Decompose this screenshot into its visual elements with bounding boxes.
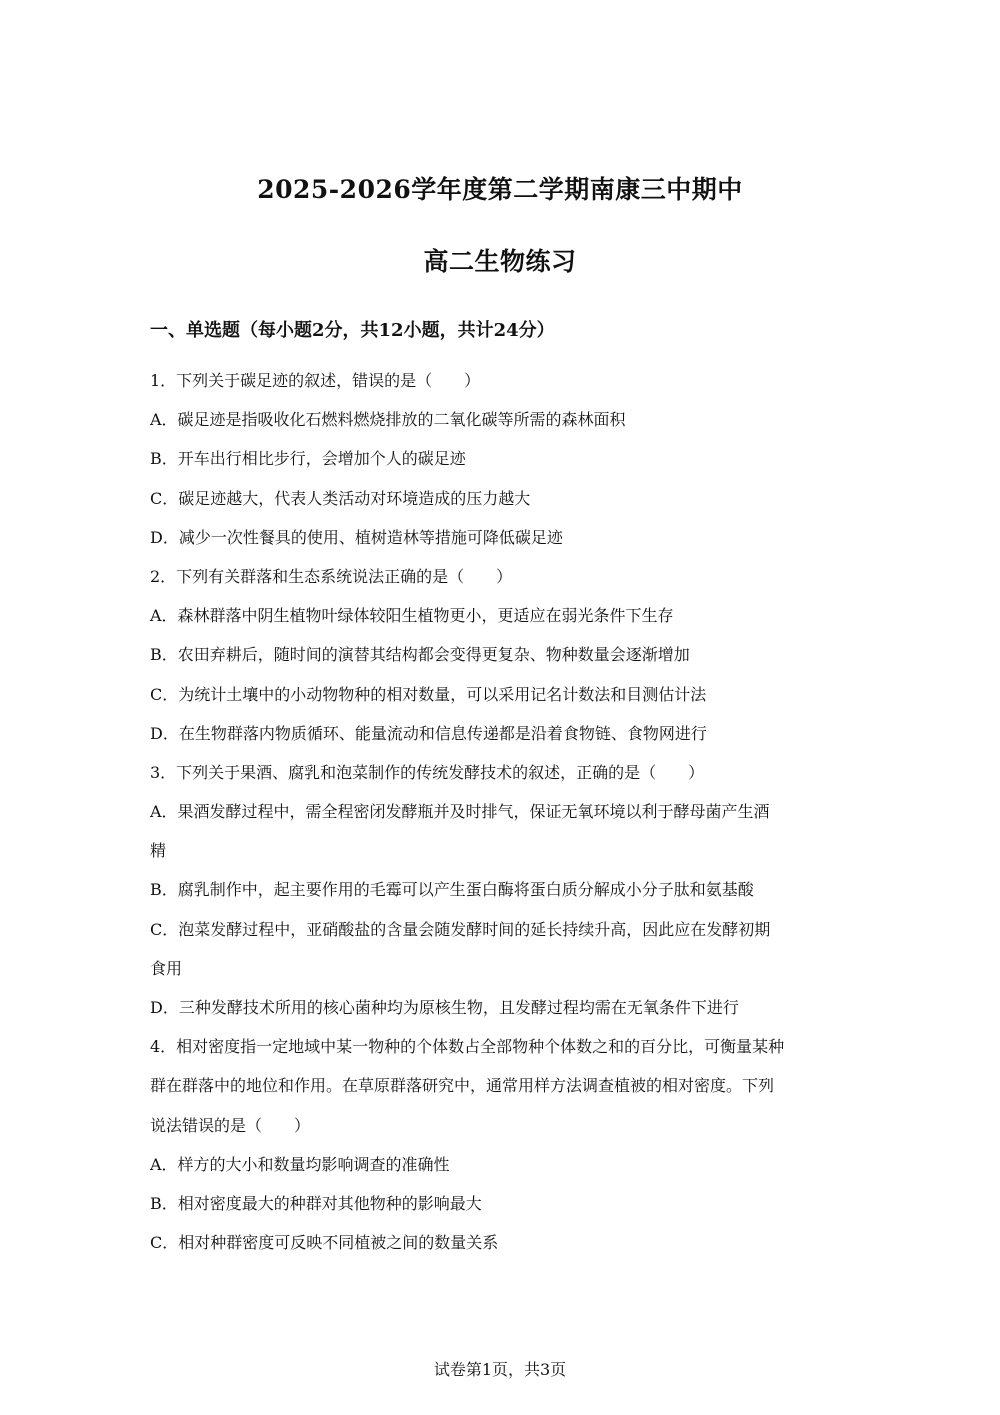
- question-3-option-b: B．腐乳制作中，起主要作用的毛霉可以产生蛋白酶将蛋白质分解成小分子肽和氨基酸: [150, 880, 754, 900]
- question-2-option-d: D．在生物群落内物质循环、能量流动和信息传递都是沿着食物链、食物网进行: [150, 723, 707, 743]
- question-4-stem-cont-1: 群在群落中的地位和作用。在草原群落研究中，通常用样方法调查植被的相对密度。下列: [150, 1076, 775, 1096]
- exam-subtitle: 高二生物练习: [423, 247, 577, 276]
- question-3-option-a-cont: 精: [150, 841, 167, 861]
- question-3-stem: 3．下列关于果酒、腐乳和泡菜制作的传统发酵技术的叙述，正确的是（ ）: [150, 762, 705, 782]
- question-1-option-d: D．减少一次性餐具的使用、植树造林等措施可降低碳足迹: [150, 527, 563, 547]
- question-4-option-a: A．样方的大小和数量均影响调查的准确性: [150, 1154, 450, 1174]
- question-2-stem: 2．下列有关群落和生态系统说法正确的是（ ）: [150, 566, 513, 586]
- question-2-option-c: C．为统计土壤中的小动物物种的相对数量，可以采用记名计数法和目测估计法: [150, 684, 707, 704]
- question-3-option-d: D．三种发酵技术所用的核心菌种均为原核生物，且发酵过程均需在无氧条件下进行: [150, 998, 739, 1017]
- question-1-option-a: A．碳足迹是指吸收化石燃料燃烧排放的二氧化碳等所需的森林面积: [150, 410, 626, 430]
- question-3-option-c-cont: 食用: [150, 958, 183, 978]
- question-1-stem: 1．下列关于碳足迹的叙述，错误的是（ ）: [150, 371, 481, 390]
- question-1-option-b: B．开车出行相比步行，会增加个人的碳足迹: [150, 449, 466, 469]
- question-4-option-b: B．相对密度最大的种群对其他物种的影响最大: [150, 1193, 482, 1213]
- question-4-option-c: C．相对种群密度可反映不同植被之间的数量关系: [150, 1233, 499, 1253]
- question-list: [150, 368, 855, 1269]
- page-footer: 试卷第1页，共3页: [433, 1360, 567, 1379]
- question-4-stem-cont-2: 说法错误的是（ ）: [150, 1115, 311, 1135]
- section-heading: 一、单选题（每小题2分，共12小题，共计24分）: [150, 320, 555, 341]
- question-2-option-a: A．森林群落中阴生植物叶绿体较阳生植物更小，更适应在弱光条件下生存: [150, 606, 674, 626]
- question-4-stem: 4．相对密度指一定地域中某一物种的个体数占全部物种个体数之和的百分比，可衡量某种: [150, 1037, 785, 1057]
- question-2-option-b: B．农田弃耕后，随时间的演替其结构都会变得更复杂、物种数量会逐渐增加: [150, 645, 690, 665]
- exam-title: 2025-2026学年度第二学期南康三中期中: [257, 175, 743, 204]
- question-3-option-c: C．泡菜发酵过程中，亚硝酸盐的含量会随发酵时间的延长持续升高，因此应在发酵初期: [150, 919, 771, 939]
- question-1-option-c: C．碳足迹越大，代表人类活动对环境造成的压力越大: [150, 488, 531, 508]
- question-3-option-a: A．果酒发酵过程中，需全程密闭发酵瓶并及时排气，保证无氧环境以利于酵母菌产生酒: [150, 802, 770, 822]
